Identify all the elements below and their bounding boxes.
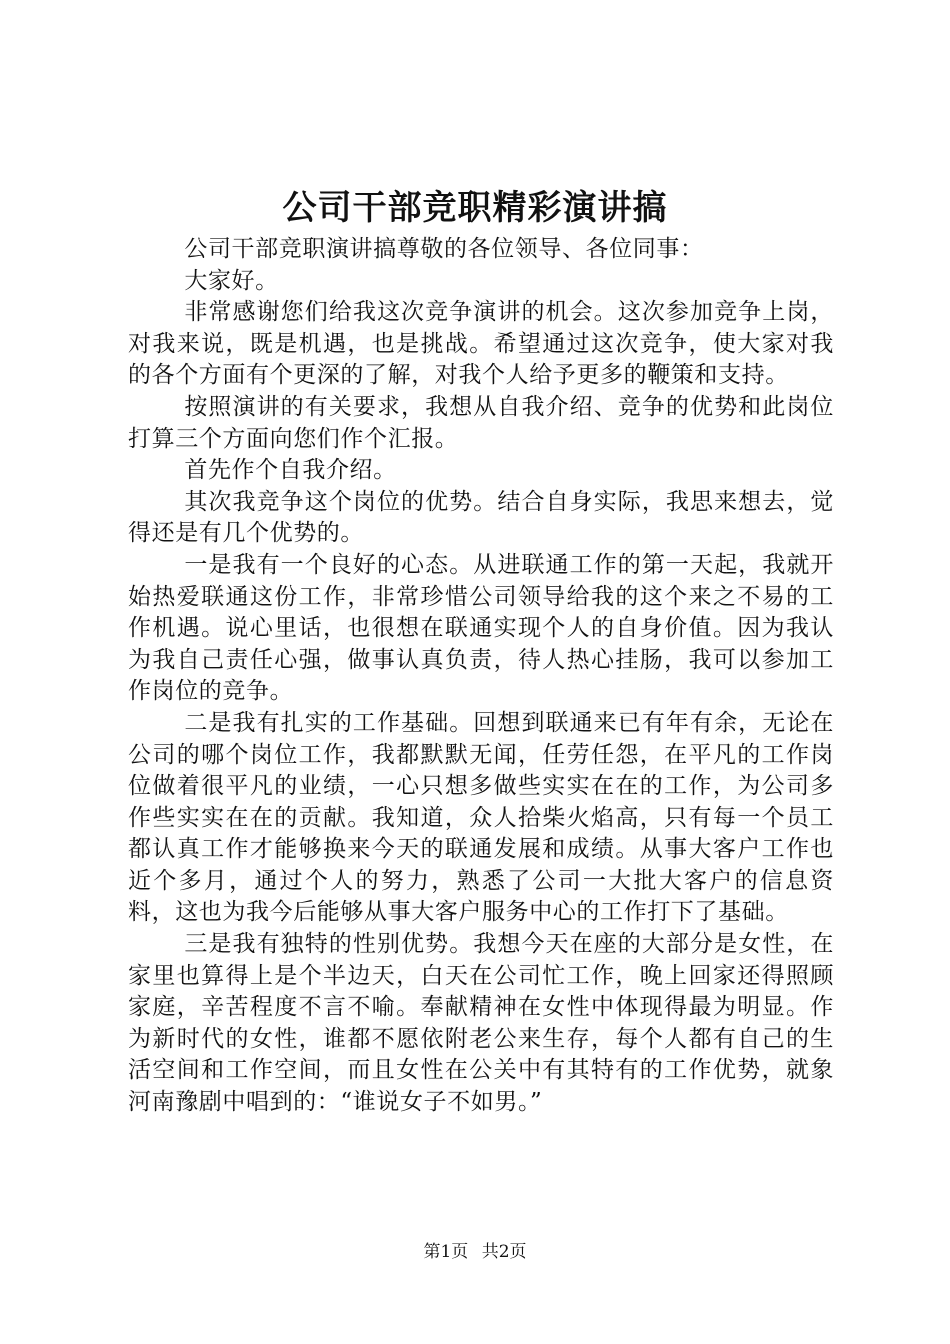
paragraph-outline: 按照演讲的有关要求，我想从自我介绍、竞争的优势和此岗位打算三个方面向您们作个汇报。: [128, 393, 834, 452]
paragraph-self-intro: 首先作个自我介绍。: [184, 457, 397, 484]
document-body: [128, 234, 834, 1119]
document-title: 公司干部竞职精彩演讲搞: [282, 188, 668, 228]
paragraph-advantage-three: 三是我有独特的性别优势。我想今天在座的大部分是女性，在家里也算得上是个半边天，白天在公司忙工作，晚上回家还得照顾家庭，辛苦程度不言不喻。奉献精神在女性中体现得最为明显。作为新时代的女性，谁都不愿依附老公来生存，每个人都有自己的生活空间和工作空间，而且女性在公关中有其特有的工作优势，就象河南豫剧中唱到的：“谁说女子不如男。”: [128, 931, 834, 1116]
paragraph-salutation: 公司干部竞职演讲搞尊敬的各位领导、各位同事：: [184, 236, 704, 262]
page-number-total: 共2页: [481, 1242, 527, 1262]
paragraph-thanks: 非常感谢您们给我这次竞争演讲的机会。这次参加竞争上岗，对我来说，既是机遇，也是挑战。希望通过这次竞争，使大家对我的各个方面有个更深的了解，对我个人给予更多的鞭策和支持。: [128, 299, 834, 389]
paragraph-advantage-two: 二是我有扎实的工作基础。回想到联通来已有年有余，无论在公司的哪个岗位工作，我都默默无闻，任劳任怨，在平凡的工作岗位做着很平凡的业绩，一心只想多做些实实在在的工作，为公司多作些实实在在的贡献。我知道，众人拾柴火焰高，只有每一个员工都认真工作才能够换来今天的联通发展和成绩。从事大客户工作也近个多月，通过个人的努力，熟悉了公司一大批大客户的信息资料，这也为我今后能够从事大客户服务中心的工作打下了基础。: [128, 709, 834, 926]
paragraph-advantage-one: 一是我有一个良好的心态。从进联通工作的第一天起，我就开始热爱联通这份工作，非常珍惜公司领导给我的这个来之不易的工作机遇。说心里话，也很想在联通实现个人的自身价值。因为我认为我自己责任心强，做事认真负责，待人热心挂肠，我可以参加工作岗位的竞争。: [128, 551, 834, 705]
paragraph-advantages-intro: 其次我竞争这个岗位的优势。结合自身实际，我思来想去，觉得还是有几个优势的。: [128, 488, 834, 547]
page-number-current: 第1页: [423, 1242, 469, 1262]
paragraph-greeting: 大家好。: [184, 267, 279, 294]
page-footer: [0, 1241, 950, 1263]
